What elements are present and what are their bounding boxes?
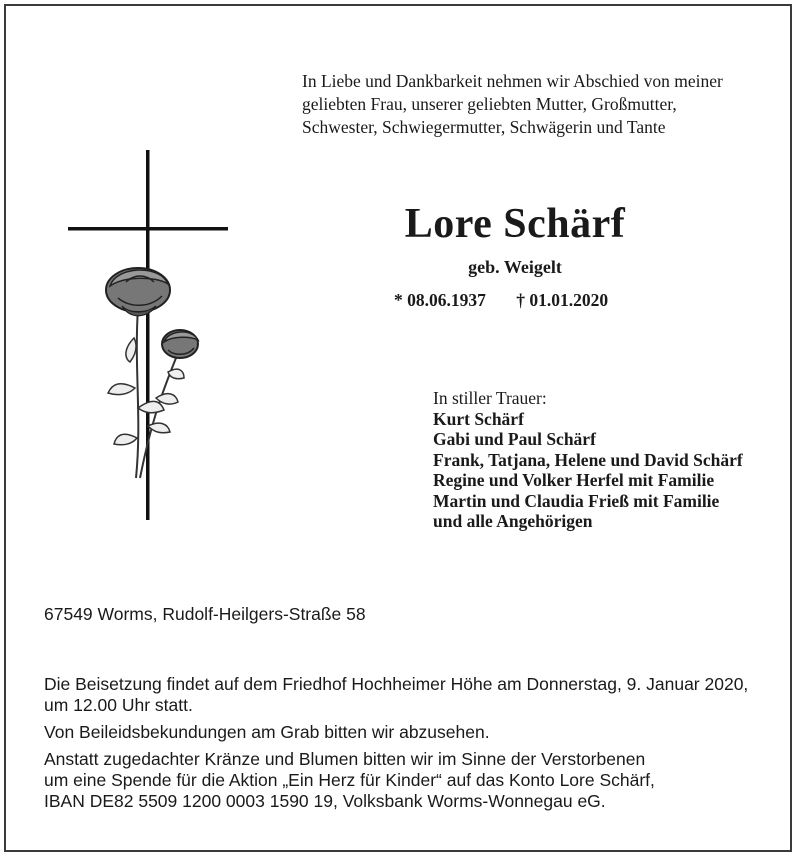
mourner-name: Frank, Tatjana, Helene und David Schärf bbox=[433, 449, 743, 470]
family-address: 67549 Worms, Rudolf-Heilgers-Straße 58 bbox=[44, 604, 366, 624]
mourner-name: Regine und Volker Herfel mit Familie bbox=[433, 470, 715, 490]
mourners-block bbox=[433, 388, 743, 532]
mourner-name: Martin und Claudia Frieß mit Familie bbox=[433, 490, 720, 511]
intro-line: Schwester, Schwiegermutter, Schwägerin und Tante bbox=[302, 117, 666, 137]
intro-text bbox=[302, 70, 782, 139]
condolence-notice bbox=[44, 722, 774, 743]
birth-name: geb. Weigelt bbox=[468, 257, 562, 277]
donation-line: IBAN DE82 5509 1200 0003 1590 19, Volksbank Worms-Wonnegau eG. bbox=[44, 791, 606, 811]
life-dates bbox=[394, 290, 608, 311]
mourner-name: und alle Angehörigen bbox=[433, 511, 593, 531]
intro-line: geliebten Frau, unserer geliebten Mutter, Großmutter, bbox=[302, 94, 677, 114]
donation-line: um eine Spende für die Aktion „Ein Herz für Kinder“ auf das Konto Lore Schärf, bbox=[44, 770, 655, 790]
mourners-lead: In stiller Trauer: bbox=[433, 388, 547, 408]
burial-line: um 12.00 Uhr statt. bbox=[44, 695, 193, 715]
birth-date: * 08.06.1937 bbox=[394, 290, 486, 310]
mourner-name: Gabi und Paul Schärf bbox=[433, 429, 596, 449]
mourner-name: Kurt Schärf bbox=[433, 408, 524, 429]
deceased-name: Lore Schärf bbox=[404, 201, 626, 247]
condolence-line: Von Beileidsbekundungen am Grab bitten wir abzusehen. bbox=[44, 722, 490, 742]
cross-with-roses-icon bbox=[60, 148, 235, 533]
burial-line: Die Beisetzung findet auf dem Friedhof Hochheimer Höhe am Donnerstag, 9. Januar 2020, bbox=[44, 674, 749, 694]
intro-line: In Liebe und Dankbarkeit nehmen wir Abschied von meiner bbox=[302, 71, 723, 91]
burial-notice bbox=[44, 674, 774, 716]
donation-line: Anstatt zugedachter Kränze und Blumen bitten wir im Sinne der Verstorbenen bbox=[44, 749, 646, 769]
death-date: † 01.01.2020 bbox=[516, 290, 609, 310]
donation-notice bbox=[44, 749, 774, 812]
